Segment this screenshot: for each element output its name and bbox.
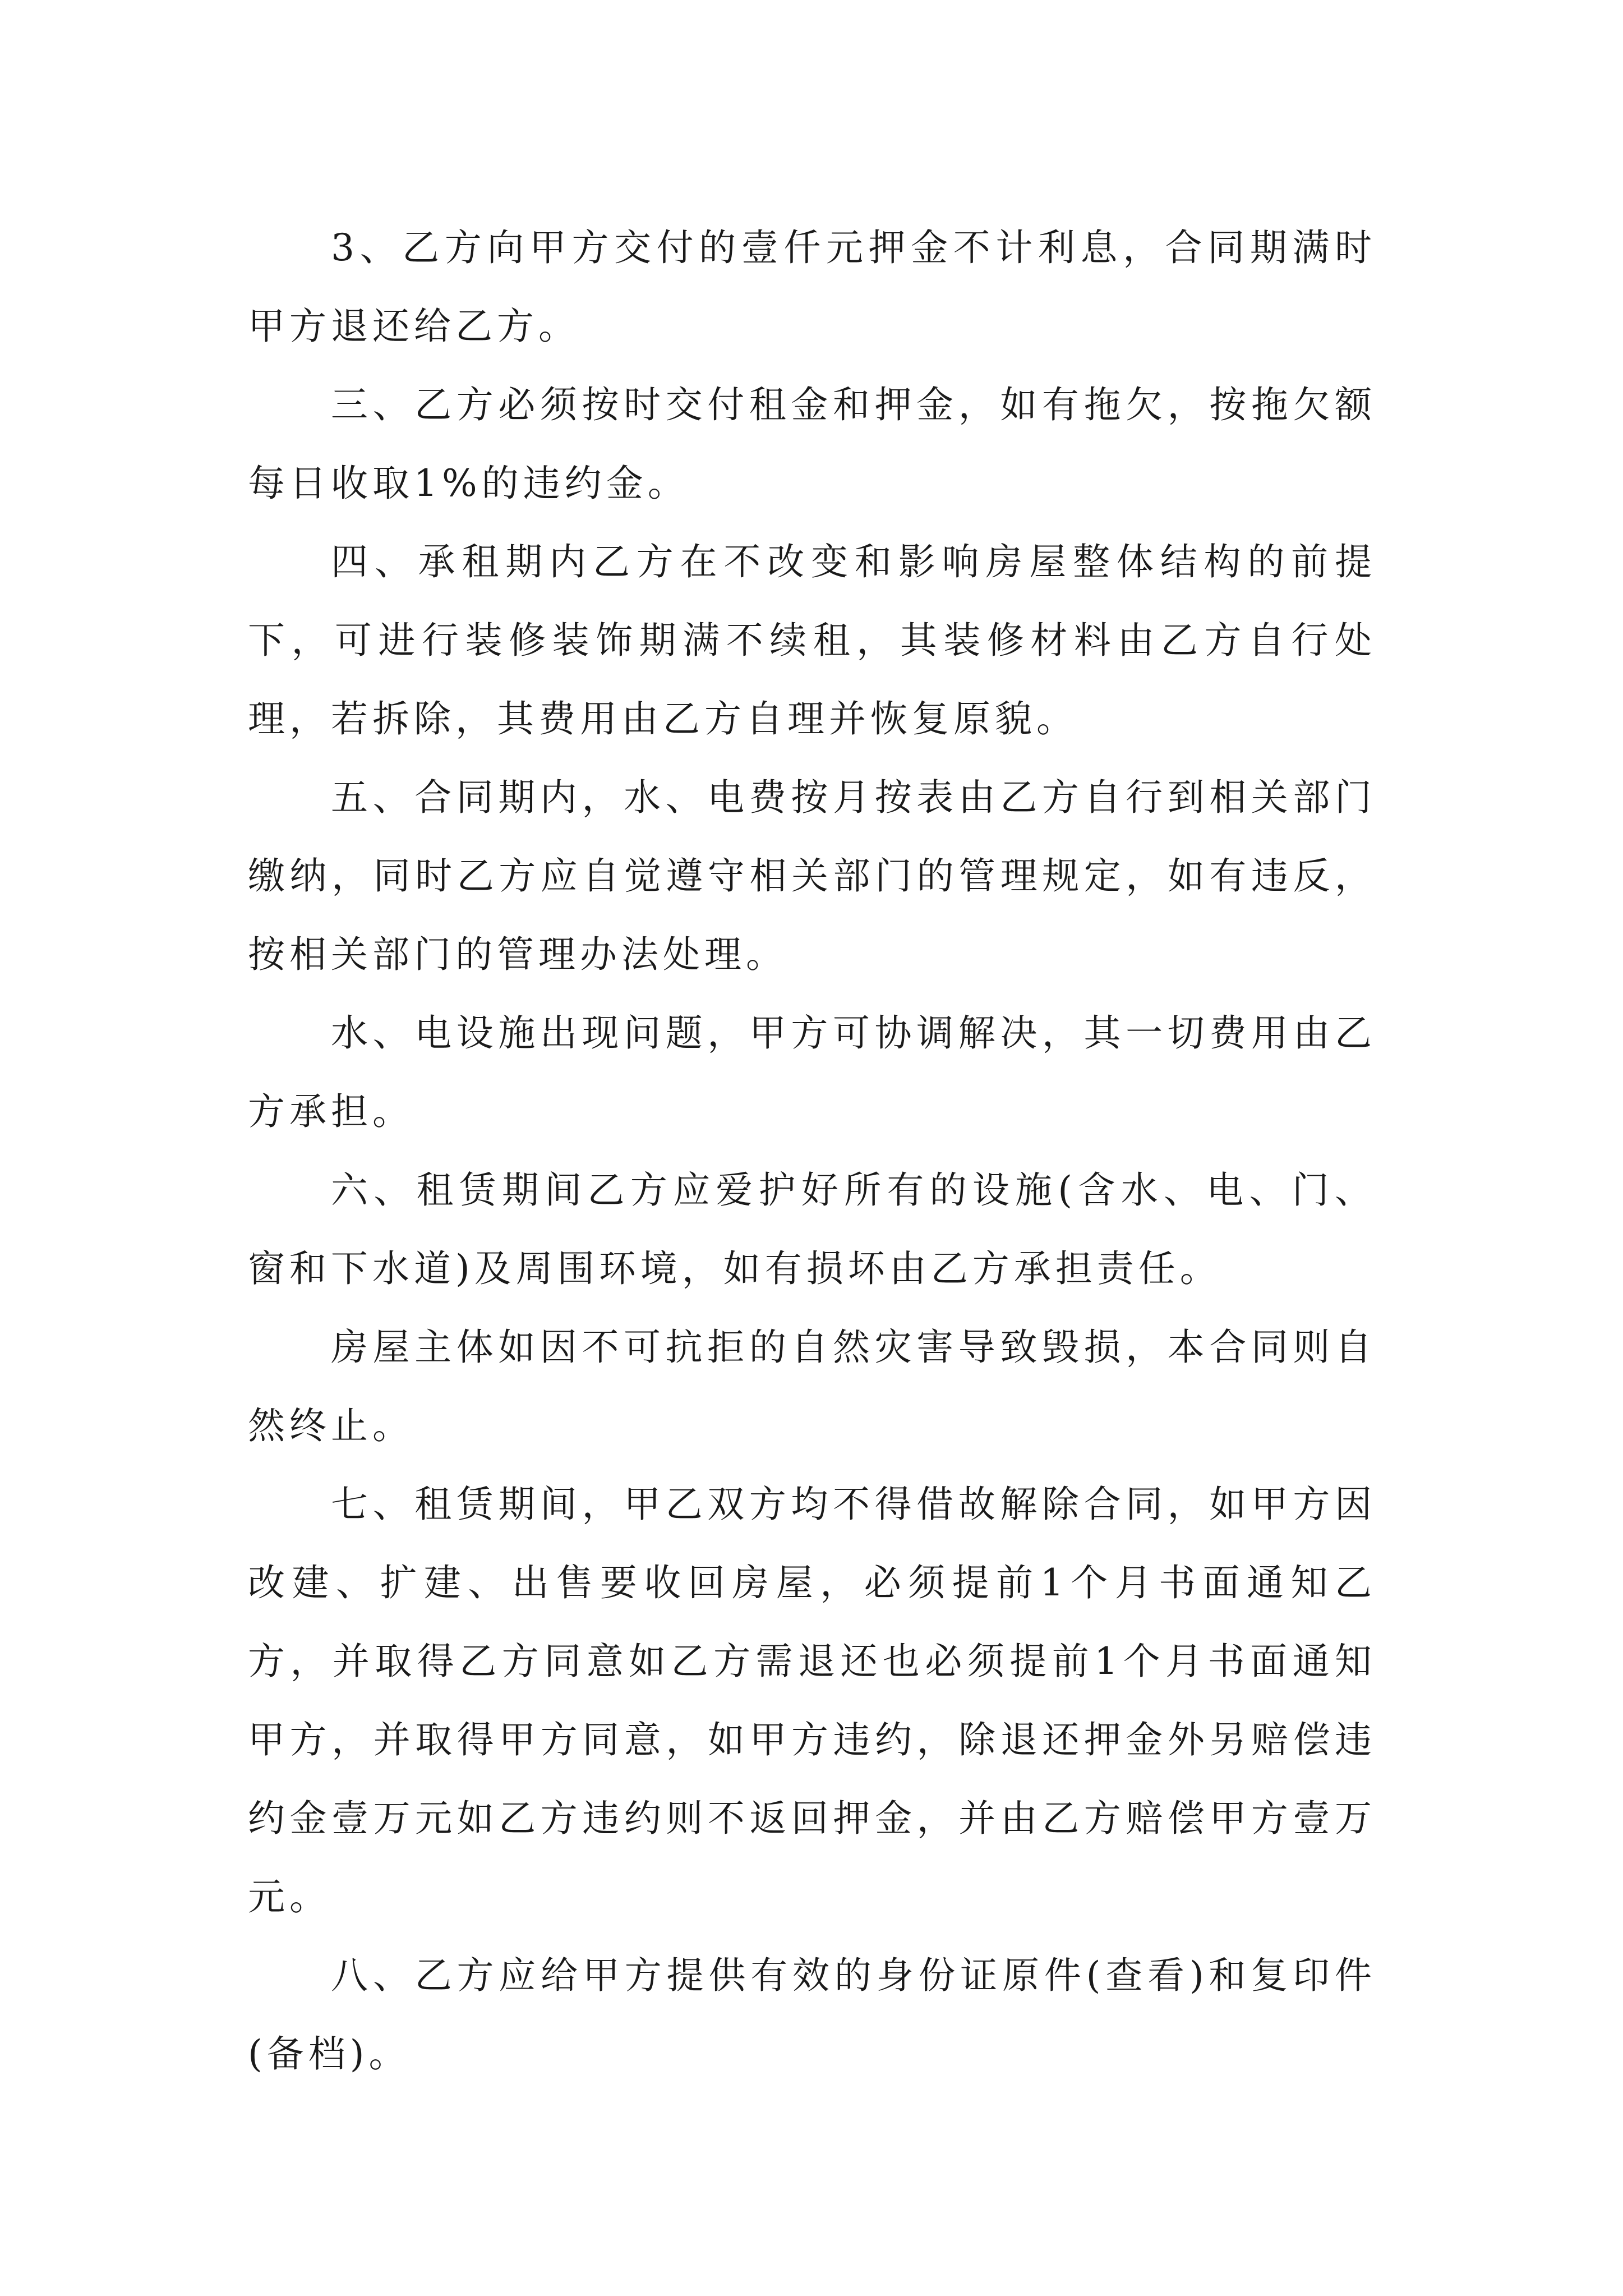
paragraph-clause-3-payment: 三、乙方必须按时交付租金和押金，如有拖欠，按拖欠额每日收取1%的违约金。	[248, 383, 1376, 505]
paragraph-force-majeure: 房屋主体如因不可抗拒的自然灾害导致毁损，本合同则自然终止。	[248, 1326, 1376, 1447]
paragraph-utility-repairs: 水、电设施出现问题，甲方可协调解决，其一切费用由乙方承担。	[248, 1011, 1376, 1133]
paragraph-clause-8-identification: 八、乙方应给甲方提供有效的身份证原件(查看)和复印件(备档)。	[248, 1954, 1376, 2076]
paragraph-clause-6-facilities: 六、租赁期间乙方应爱护好所有的设施(含水、电、门、窗和下水道)及周围环境，如有损坏由乙方承担责任。	[248, 1168, 1376, 1290]
paragraph-clause-4-renovation: 四、承租期内乙方在不改变和影响房屋整体结构的前提下，可进行装修装饰期满不续租，其装修材料由乙方自行处理，若拆除，其费用由乙方自理并恢复原貌。	[248, 540, 1376, 740]
paragraph-deposit-refund: 3、乙方向甲方交付的壹仟元押金不计利息，合同期满时甲方退还给乙方。	[248, 226, 1376, 348]
contract-body	[248, 209, 1376, 2093]
paragraph-clause-5-utilities: 五、合同期内，水、电费按月按表由乙方自行到相关部门缴纳，同时乙方应自觉遵守相关部门的管理规定，如有违反，按相关部门的管理办法处理。	[248, 776, 1376, 976]
paragraph-clause-7-termination: 七、租赁期间，甲乙双方均不得借故解除合同，如甲方因改建、扩建、出售要收回房屋，必须提前1个月书面通知乙方，并取得乙方同意如乙方需退还也必须提前1个月书面通知甲方，并取得甲方同意，如甲方违约，除退还押金外另赔偿违约金壹万元如乙方违约则不返回押金，并由乙方赔偿甲方壹万元。	[248, 1483, 1376, 1918]
